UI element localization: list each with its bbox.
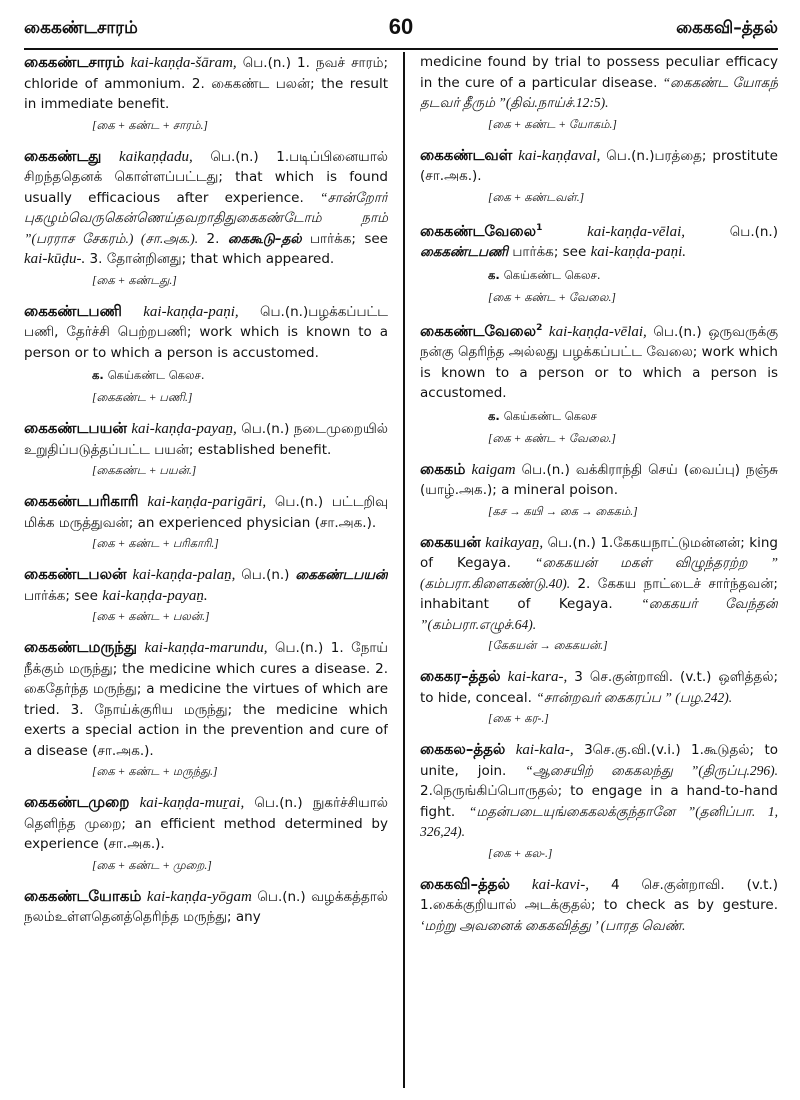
cognate-language: க. (488, 408, 500, 423)
headword: கைகண்டயோகம் (24, 886, 142, 905)
citation: “கைகயன் மகள் விழுந்தரற்ற ” (கம்பரா.கிளைகண்டு.40). (420, 555, 778, 591)
transliteration: kai-kala-, (515, 742, 574, 758)
definition: medicine found by trial to possess peculiar efficacy in the cure of a particular disease. (420, 54, 778, 91)
cognate-language: க. (92, 368, 104, 382)
headword (420, 322, 542, 340)
transliteration: kai-kaṇḍa-vēlai, (548, 323, 647, 340)
page-columns (24, 52, 778, 1088)
right-column (420, 52, 778, 1088)
transliteration: kai-kaṇḍa-šāram, (130, 55, 237, 71)
dictionary-entry (24, 418, 388, 460)
cognate-word: கெய்கண்ட கெலச. (503, 267, 601, 282)
transliteration: kai-kaṇḍa-muṟai, (139, 795, 245, 811)
etymology: [கை + கண்ட + மருந்து.] (92, 766, 218, 778)
definition: 2.நெருங்கிப்பொருதல்; to engage in a hand-to-hand fight. (420, 783, 778, 820)
transliteration: kai-kaṇḍa-paṇi, (143, 303, 239, 320)
header-last-word: கைகவி–த்தல் (676, 18, 778, 38)
definition: பார்க்க; see (512, 244, 587, 260)
transliteration: kai-kaṇḍaval, (518, 147, 601, 164)
definition: 4 செ.குன்றாவி. (v.t.) 1.கைக்குறியால் அடக்குதல்; to check as by gesture. (420, 876, 778, 913)
page-header (24, 14, 778, 50)
definition: பெ.(n.)பரத்தை; prostitute (சா.அக.). (420, 147, 778, 184)
headword (420, 222, 542, 240)
cognate (488, 268, 778, 284)
cross-reference-transliteration: kai-kaṇḍa-paṇi. (590, 244, 686, 260)
headword: கைகவி–த்தல் (420, 874, 510, 893)
transliteration: kai-kara-, (507, 669, 568, 685)
etymology: [கை + கண்ட + வேலை.] (488, 432, 616, 445)
citation: “சான்றோர் புகழும்வெருகென்ணெய்தவறாதிதுகைகண்டோம் நாம் ”(பரராச சேகரம்.) (சா.அக.). (24, 189, 388, 246)
definition: பெ.(n.) நடைமுறையில் உறுதிப்படுத்தப்பட்ட பயன்; established benefit. (24, 421, 388, 458)
dictionary-entry (24, 792, 388, 855)
transliteration: kai-kaṇḍa-parigāri, (147, 494, 267, 510)
definition: பெ.(n.) வழக்கத்தால் நலம்உள்ளதெனத்தெரிந்த மருந்து; any (24, 888, 388, 925)
etymology: [கை + கண்ட + முறை.] (92, 859, 212, 872)
dictionary-entry (24, 52, 388, 115)
etymology: [கை + கண்ட + யோகம்.] (488, 118, 617, 131)
dictionary-entry (420, 666, 778, 708)
transliteration: kaikayaṉ, (485, 534, 544, 551)
definition: பெ.(n.)பழக்கப்பட்ட பணி, தேர்ச்சி பெற்றபணி; work which is known to a person or to which a person is accustomed. (24, 303, 388, 361)
cross-reference-transliteration: kai-kūḍu-. (24, 251, 86, 267)
cross-reference: கைகண்டபயன் (295, 567, 388, 583)
dictionary-entry (24, 491, 388, 533)
etymology: [கேகயன் → கைகயன்.] (488, 640, 608, 652)
definition: பெ.(n.) (241, 567, 290, 583)
headword: கைகண்டபணி (24, 301, 122, 320)
etymology: [கை + கண்டது.] (92, 274, 177, 287)
citation: “கைகண்ட யோகந் தடவர் தீரும் ”(திவ்.நாய்ச்.12:5). (420, 74, 778, 110)
citation: “ஆசையிற் கைகலந்து ”(திருப்பு.296). (525, 762, 778, 778)
transliteration: kai-kaṇḍa-vēlai, (587, 223, 685, 240)
cognate (488, 409, 778, 425)
definition: பெ.(n.) (729, 223, 778, 240)
headword: கைகண்டது (24, 146, 102, 165)
dictionary-entry (24, 637, 388, 761)
etymology: [கை + கண்ட + பரிகாரி.] (92, 538, 219, 550)
cross-reference-transliteration: kai-kaṇḍa-payaṉ. (102, 587, 208, 604)
cognate-word: கெய்கண்ட கெலச (503, 408, 597, 423)
dictionary-entry (420, 145, 778, 187)
transliteration: kai-kaṇḍa-marundu, (144, 640, 268, 656)
headword: கைகண்டமருந்து (24, 638, 138, 656)
transliteration: kai-kaṇḍa-yōgam (146, 888, 252, 905)
etymology: [கைகண்ட + பயன்.] (92, 465, 197, 477)
homonym-number: 2 (536, 322, 543, 333)
dictionary-entry (24, 886, 388, 928)
left-column (24, 52, 388, 1088)
definition: பெ.(n.) வக்கிராந்தி செய் (வைப்பு) நஞ்சு (யாழ்.அக.); a mineral poison. (420, 461, 778, 498)
definition: 3 செ.குன்றாவி. (v.t.) ஒளித்தல்; to hide, conceal. (420, 669, 778, 706)
definition: 2. கேகய நாட்டைச் சார்ந்தவன்; inhabitant of Kegaya. (420, 575, 778, 612)
header-first-word: கைகண்டசாரம் (24, 18, 138, 38)
cognate (92, 368, 388, 384)
etymology: [கை + கண்டவள்.] (488, 191, 585, 204)
etymology: [கை + கண்ட + வேலை.] (488, 291, 616, 304)
etymology: [கைகண்ட + பணி.] (92, 392, 193, 404)
etymology: [கை + கண்ட + சாரம்.] (92, 119, 208, 132)
cognate-language: க. (488, 267, 500, 282)
dictionary-entry (420, 739, 778, 843)
citation: “சான்றவர் கைகரப்ப ” (பழ.242). (536, 689, 733, 705)
definition: பெ.(n.) ஒருவருக்கு நன்கு தெரிந்த அல்லது பழக்கப்பட்ட வேலை; work which is known to a person or to which a person is accustomed. (420, 323, 778, 401)
headword: கைகயன் (420, 532, 481, 551)
column-divider (403, 52, 405, 1088)
definition: 3செ.கு.வி.(v.i.) 1.கூடுதல்; to unite, join. (420, 742, 778, 779)
dictionary-entry (24, 146, 388, 270)
headword: கைகண்டபயன் (24, 419, 127, 437)
etymology: [கச → கயி → கை → கைகம்.] (488, 505, 638, 518)
dictionary-entry (24, 564, 388, 606)
definition: பெ.(n.) நுகர்ச்சியால் தெளிந்த முறை; an efficient method determined by experience (சா.அக.). (24, 795, 388, 852)
etymology: [கை + கண்ட + பலன்.] (92, 611, 210, 623)
dictionary-entry (420, 459, 778, 501)
definition: பெ.(n.) 1. நோய் நீக்கும் மருந்து; the medicine which cures a disease. 2. கைதேர்ந்த மருந்து; a medicine the virtues of which are tried. 3. நோய்க்குரிய மருந்து; the medicine which exerts a special action in the prevention and cure of a disease (சா.அக.). (24, 640, 388, 759)
transliteration: kai-kaṇḍa-payaṉ, (131, 421, 237, 437)
definition: 2. (206, 230, 220, 247)
transliteration: kaigam (471, 461, 516, 478)
transliteration: kai-kavi-, (531, 876, 589, 893)
etymology: [கை + கல-.] (488, 847, 553, 860)
headword: கைகம் (420, 459, 466, 478)
definition: பெ.(n.) 1. நவச் சாரம்; chloride of ammonium. 2. கைகண்ட பலன்; the result in immediate benefit. (24, 55, 388, 112)
cross-reference: கைகண்டபணி (420, 244, 509, 260)
dictionary-entry-continued (420, 52, 778, 114)
page-number: 60 (388, 14, 414, 39)
definition: பெ.(n.) பட்டறிவு மிக்க மருத்துவன்; an experienced physician (சா.அக.). (24, 494, 388, 531)
headword-text: கைகண்டவேலை (420, 321, 537, 340)
transliteration: kai-kaṇḍa-palaṉ, (132, 567, 236, 583)
transliteration: kaikaṇḍadu, (119, 148, 193, 165)
dictionary-entry (420, 218, 778, 263)
dictionary-entry (420, 318, 778, 404)
etymology: [கை + கர-.] (488, 713, 549, 725)
citation: “மதன்படையுங்கைகலக்குந்தானே ”(தனிப்பா. 1, 326,24). (420, 803, 778, 839)
headword: கைகண்டவள் (420, 145, 513, 164)
headword: கைகல–த்தல் (420, 740, 506, 758)
headword: கைகண்டபலன் (24, 565, 127, 583)
definition: 3. தோன்றினது; that which appeared. (89, 251, 335, 267)
definition: பெ.(n.) 1.படிப்பினையால் சிறந்ததெனக் கொள்ளப்பட்டது; that which is found usually efficacious after experience. (24, 148, 388, 206)
definition: பெ.(n.) 1.கேகயநாட்டுமன்னன்; king of Kegaya. (420, 534, 778, 571)
citation: ‘மற்று அவனைக் கைகவித்து ’ (பாரத வெண். (420, 917, 686, 933)
citation: “கைகயர் வேந்தன் ”(கம்பரா.எழுச்.64). (420, 596, 778, 632)
headword: கைகண்டசாரம் (24, 53, 125, 71)
definition: பார்க்க; see (24, 587, 98, 604)
headword: கைகண்டமுறை (24, 793, 130, 811)
homonym-number: 1 (536, 222, 543, 233)
dictionary-entry (24, 301, 388, 364)
cross-reference: கைகூடு–தல் (227, 230, 302, 247)
definition: பார்க்க; see (309, 230, 388, 247)
dictionary-entry (420, 874, 778, 937)
cognate-word: கெய்கண்ட கெலச. (107, 368, 205, 382)
headword-text: கைகண்டவேலை (420, 221, 537, 240)
dictionary-entry (420, 532, 778, 636)
headword: கைகண்டபரிகாரி (24, 492, 139, 510)
headword: கைகர–த்தல் (420, 667, 501, 685)
